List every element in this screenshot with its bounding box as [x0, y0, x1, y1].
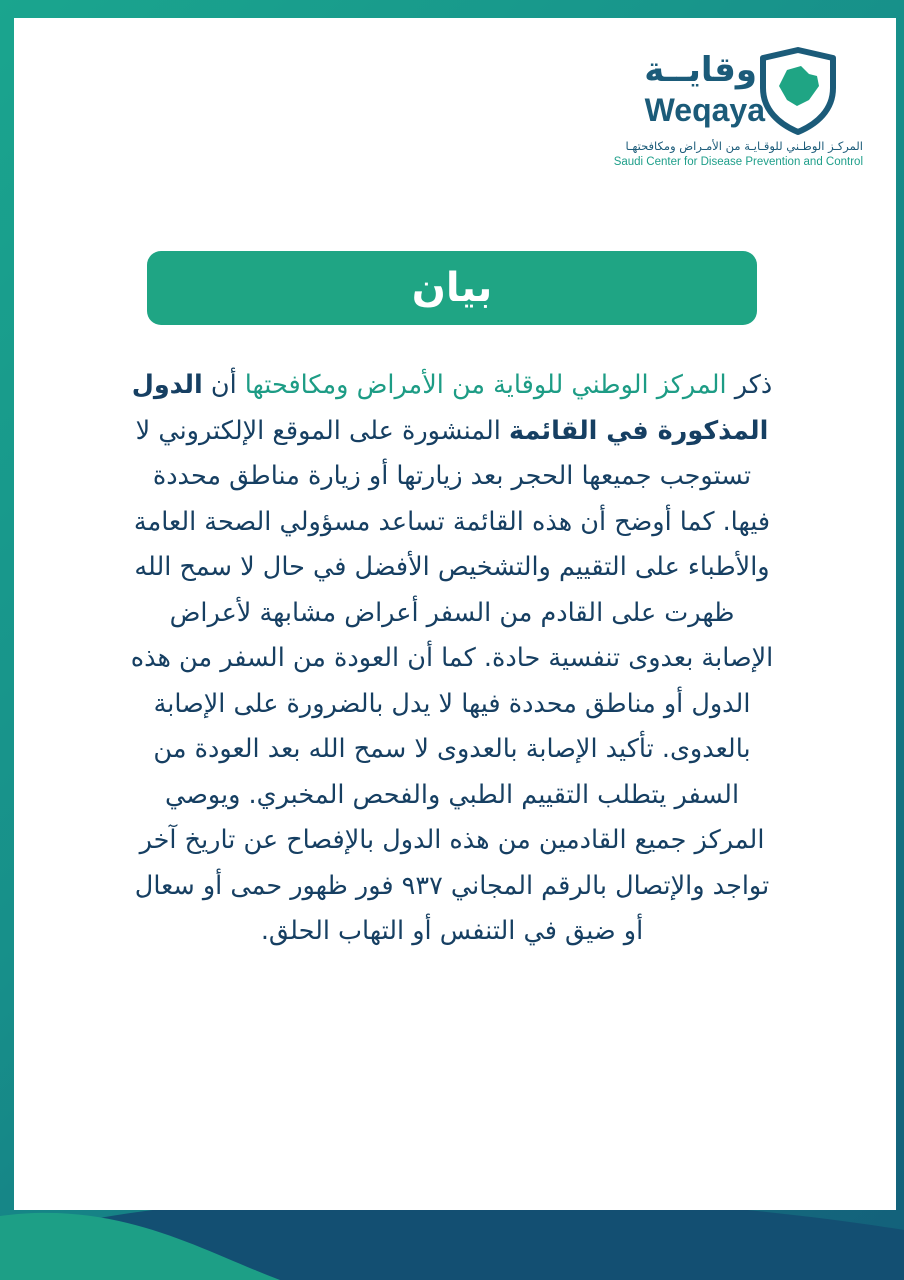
statement-body [130, 363, 774, 955]
logo-subtitle-arabic: المركـز الوطـني للوقـايـة من الأمـراض ومكافحتهـا [625, 139, 863, 153]
statement-part-2: المنشورة على الموقع الإلكتروني لا تستوجب جميعها الحجر بعد زيارتها أو زيارة مناطق محددة فيها. كما أوضح أن هذه القائمة تساعد مسؤولي الصحة العامة والأطباء على التقييم والتشخيص الأفضل في حال لا سمح الله ظهرت على القادم من السفر أعراض مشابهة لأعراض الإصابة بعدوى تنفسية حادة. كما أن العودة من السفر من هذه الدول أو مناطق محددة فيها لا يدل بالضرورة على الإصابة بالعدوى. تأكيد الإصابة بالعدوى لا سمح الله بعد العودة من السفر يتطلب التقييم الطبي والفحص المخبري. ويوصي المركز جميع القادمين من هذه الدول بالإفصاح عن تاريخ آخر تواجد والإتصال بالرقم المجاني ٩٣٧ فور ظهور حمى أو سعال أو ضيق في التنفس أو التهاب الحلق. [130, 415, 774, 946]
organization-name: المركز الوطني للوقاية من الأمراض ومكافحتها [244, 370, 727, 400]
statement-lead: ذكر [734, 370, 773, 400]
weqaya-logo [585, 44, 865, 174]
listed-countries-phrase: الدول المذكورة في القائمة [131, 370, 769, 446]
shield-map-icon [757, 46, 839, 136]
title-banner [147, 251, 757, 325]
logo-subtitle-english: Saudi Center for Disease Prevention and Control [613, 156, 863, 168]
statement-part-1: أن [210, 370, 237, 400]
logo-latin-name: Weqaya [644, 92, 765, 128]
logo-arabic-name: وقايــة [644, 50, 757, 90]
page-title: بيان [411, 265, 493, 311]
